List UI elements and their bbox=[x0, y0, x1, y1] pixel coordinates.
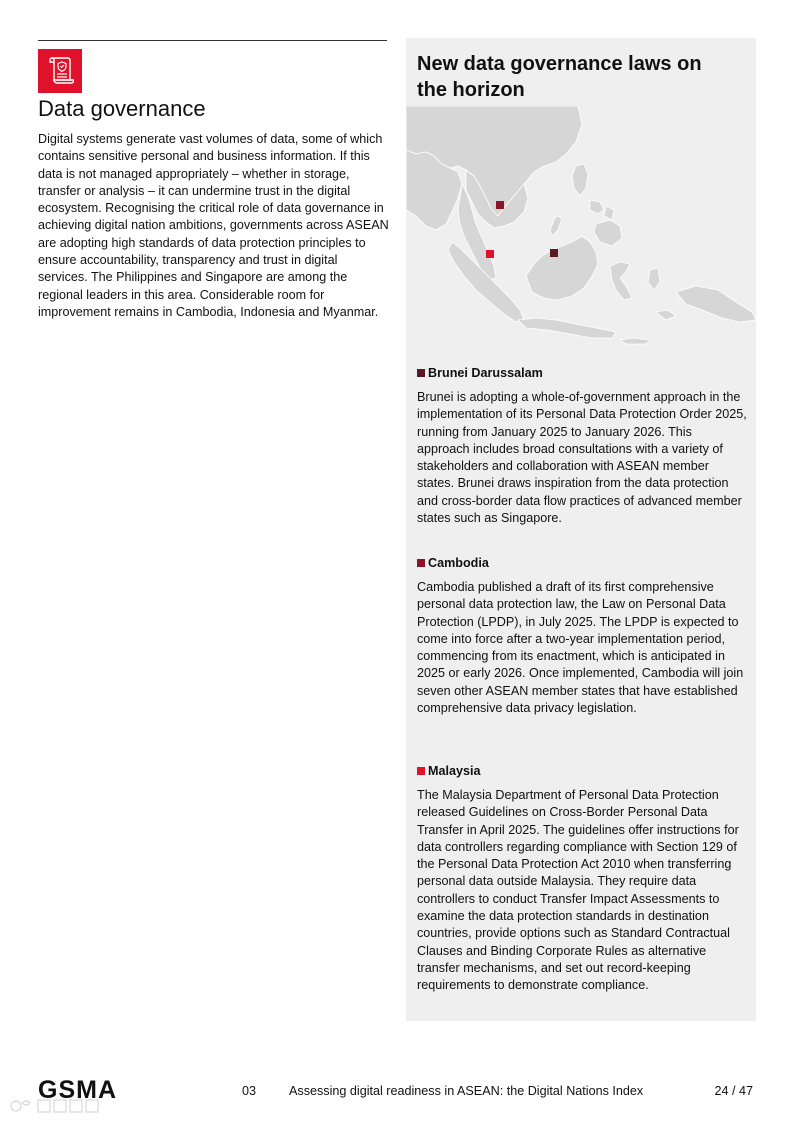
map-java bbox=[518, 318, 616, 338]
malaysia-legend-marker bbox=[417, 767, 425, 775]
scroll-shield-icon bbox=[46, 55, 74, 87]
entry-brunei-head bbox=[417, 366, 747, 380]
entry-cambodia bbox=[417, 556, 747, 717]
map-maluku bbox=[648, 268, 660, 290]
entry-malaysia-country: Malaysia bbox=[428, 764, 481, 778]
sidebar-panel bbox=[406, 38, 756, 1021]
entry-brunei-country: Brunei Darussalam bbox=[428, 366, 543, 380]
brunei-legend-marker bbox=[417, 369, 425, 377]
entry-cambodia-head bbox=[417, 556, 747, 570]
map-mindanao bbox=[594, 220, 622, 246]
section-icon-box bbox=[38, 49, 82, 93]
entry-cambodia-country: Cambodia bbox=[428, 556, 489, 570]
entry-brunei bbox=[417, 366, 747, 527]
entry-malaysia-text: The Malaysia Department of Personal Data Protection released Guidelines on Cross-Border Personal Data Transfer in April 2025. The guidelines offer instructions for data controllers regarding compliance with Section 129 of the Personal Data Protection Act 2010 when transferring personal data outside Malaysia. They require data controllers to conduct Transfer Impact Assessments to examine the data protection standards in destination countries, provide options such as Standard Contractual Clauses and Binding Corporate Rules as alternative transfer mechanisms, and set out record-keeping requirements to demonstrate compliance. bbox=[417, 788, 739, 993]
map-new-guinea-west bbox=[676, 286, 756, 322]
section-title: Data governance bbox=[38, 96, 206, 121]
section-intro: Digital systems generate vast volumes of data, some of which contains sensitive personal and business information. If this data is not managed appropriately – whether in storage, transfer or analysis – it can undermine trust in the digital ecosystem. Recognising the critical role of data governance in achieving digital nation ambitions, governments across ASEAN are adopting high standards of data protection principles to ensure accountability, transparency and trust in digital services. The Philippines and Singapore are among the regional leaders in this area. Considerable room for improvement remains in Cambodia, Indonesia and Myanmar. bbox=[38, 132, 389, 319]
southeast-asia-map bbox=[406, 106, 756, 346]
map-luzon bbox=[572, 164, 588, 196]
footer-page-number: 24 / 47 bbox=[714, 1084, 753, 1098]
entry-brunei-text: Brunei is adopting a whole-of-government approach in the implementation of its Personal Data Protection Order 2025, running from January 2025 to January 2026. This approach includes broad consultations with a variety of stakeholders and collaboration with ASEAN member states. Brunei draws inspiration from the data protection and cross-border data flow practices of advanced member states such as Singapore. bbox=[417, 390, 747, 526]
map-lesser-sunda bbox=[620, 338, 650, 344]
map-timor bbox=[656, 310, 676, 320]
map-sulawesi bbox=[610, 262, 632, 300]
map-borneo bbox=[526, 236, 598, 300]
map-palawan bbox=[550, 216, 562, 236]
panel-title: New data governance laws on the horizon bbox=[417, 53, 702, 101]
map-visayas-1 bbox=[590, 200, 604, 214]
footer-report-title: Assessing digital readiness in ASEAN: the Digital Nations Index bbox=[289, 1084, 644, 1098]
top-rule bbox=[38, 40, 387, 41]
entry-malaysia-head bbox=[417, 764, 747, 778]
entry-malaysia bbox=[417, 764, 747, 995]
map-visayas-2 bbox=[604, 206, 614, 220]
gsma-logo-text: GSMA bbox=[38, 1077, 117, 1101]
malaysia-map-marker bbox=[486, 250, 494, 258]
cambodia-map-marker bbox=[496, 201, 504, 209]
watermark-stamp bbox=[8, 1095, 108, 1117]
footer-section-number: 03 bbox=[242, 1084, 257, 1098]
cambodia-legend-marker bbox=[417, 559, 425, 567]
brunei-map-marker bbox=[550, 249, 558, 257]
entry-cambodia-text: Cambodia published a draft of its first comprehensive personal data protection law, the Law on Personal Data Protection (LPDP), in July 2025. The LPDP is expected to come into force after a two-year implementation period, commencing from its enactment, which is anticipated in 2025 or early 2026. Once implemented, Cambodia will join seven other ASEAN member states that have established comprehensive data privacy legislation. bbox=[417, 580, 744, 716]
